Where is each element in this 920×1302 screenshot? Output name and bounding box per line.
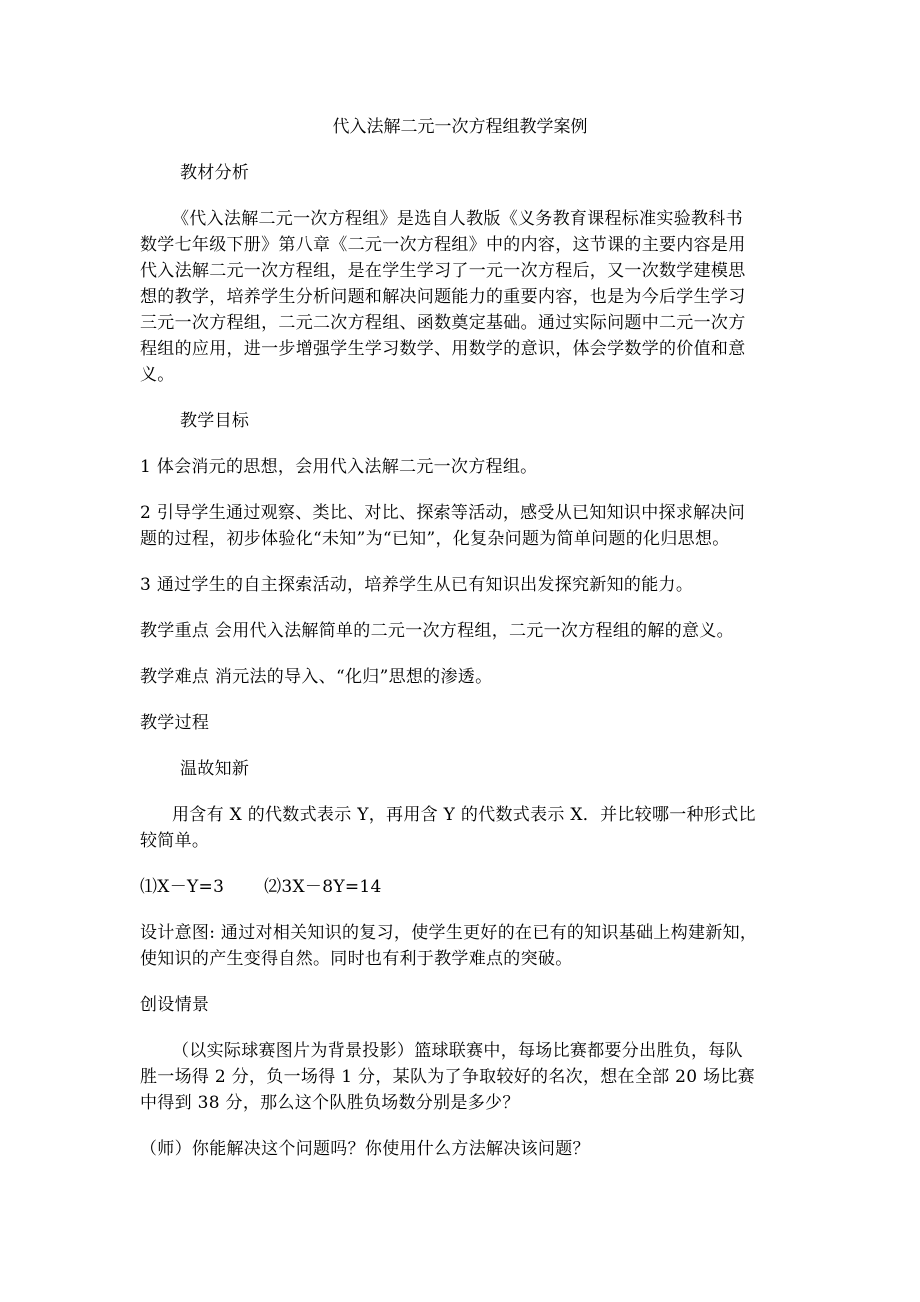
teacher-question: （师）你能解决这个问题吗？你使用什么方法解决该问题？ xyxy=(140,1139,590,1159)
design-intent-line: 设计意图: 通过对相关知识的复习，使学生更好的在已有的知识基础上构建新知， xyxy=(140,923,758,943)
goal-item-1: 1 体会消元的思想，会用代入法解二元一次方程组。 xyxy=(140,457,538,477)
review-heading: 温故知新 xyxy=(180,759,250,779)
material-paragraph-line: 程组的应用，进一步增强学生学习数学、用数学的意识，体会学数学的价值和意 xyxy=(140,339,746,359)
section-heading-process: 教学过程 xyxy=(140,713,210,733)
section-heading-goals: 教学目标 xyxy=(180,411,250,431)
goal-item-2-line: 2 引导学生通过观察、类比、对比、探索等活动，感受从已知知识中探求解决问 xyxy=(140,503,746,523)
situation-line: 胜一场得 2 分，负一场得 1 分，某队为了争取较好的名次，想在全部 20 场比赛 xyxy=(140,1067,755,1087)
material-paragraph-line: 三元一次方程组，二元二次方程组、函数奠定基础。通过实际问题中二元一次方 xyxy=(140,313,746,333)
key-point: 教学重点 会用代入法解简单的二元一次方程组，二元一次方程组的解的意义。 xyxy=(140,621,734,641)
difficulty-point: 教学难点 消元法的导入、“化归”思想的渗透。 xyxy=(140,667,493,687)
material-paragraph-line: 《代入法解二元一次方程组》是选自人教版《义务教育课程标准实验教科书 xyxy=(172,209,743,229)
material-paragraph-line: 想的教学，培养学生分析问题和解决问题能力的重要内容，也是为今后学生学习 xyxy=(140,287,746,307)
situation-line: （以实际球赛图片为背景投影）篮球联赛中，每场比赛都要分出胜负，每队 xyxy=(172,1041,743,1061)
material-paragraph-line: 义。 xyxy=(140,365,175,385)
situation-heading: 创设情景 xyxy=(140,995,210,1015)
design-intent-line: 使知识的产生变得自然。同时也有利于教学难点的突破。 xyxy=(140,949,573,969)
material-paragraph-line: 数学七年级下册》第八章《二元一次方程组》中的内容，这节课的主要内容是用 xyxy=(140,235,746,255)
section-heading-material: 教材分析 xyxy=(180,163,250,183)
goal-item-3: 3 通过学生的自主探索活动，培养学生从已有知识出发探究新知的能力。 xyxy=(140,575,694,595)
review-task-line: 用含有 X 的代数式表示 Y，再用含 Y 的代数式表示 X．并比较哪一种形式比 xyxy=(172,805,756,825)
material-paragraph-line: 代入法解二元一次方程组，是在学生学习了一元一次方程后，又一次数学建模思 xyxy=(140,261,746,281)
document-title: 代入法解二元一次方程组教学案例 xyxy=(332,117,588,137)
goal-item-2-line: 题的过程，初步体验化“未知”为“已知”，化复杂问题为简单问题的化归思想。 xyxy=(140,529,730,549)
situation-line: 中得到 38 分，那么这个队胜负场数分别是多少？ xyxy=(140,1093,520,1113)
equations-line: ⑴X－Y=3 ⑵3X－8Y=14 xyxy=(140,877,382,897)
review-task-line: 较简单。 xyxy=(140,831,210,851)
